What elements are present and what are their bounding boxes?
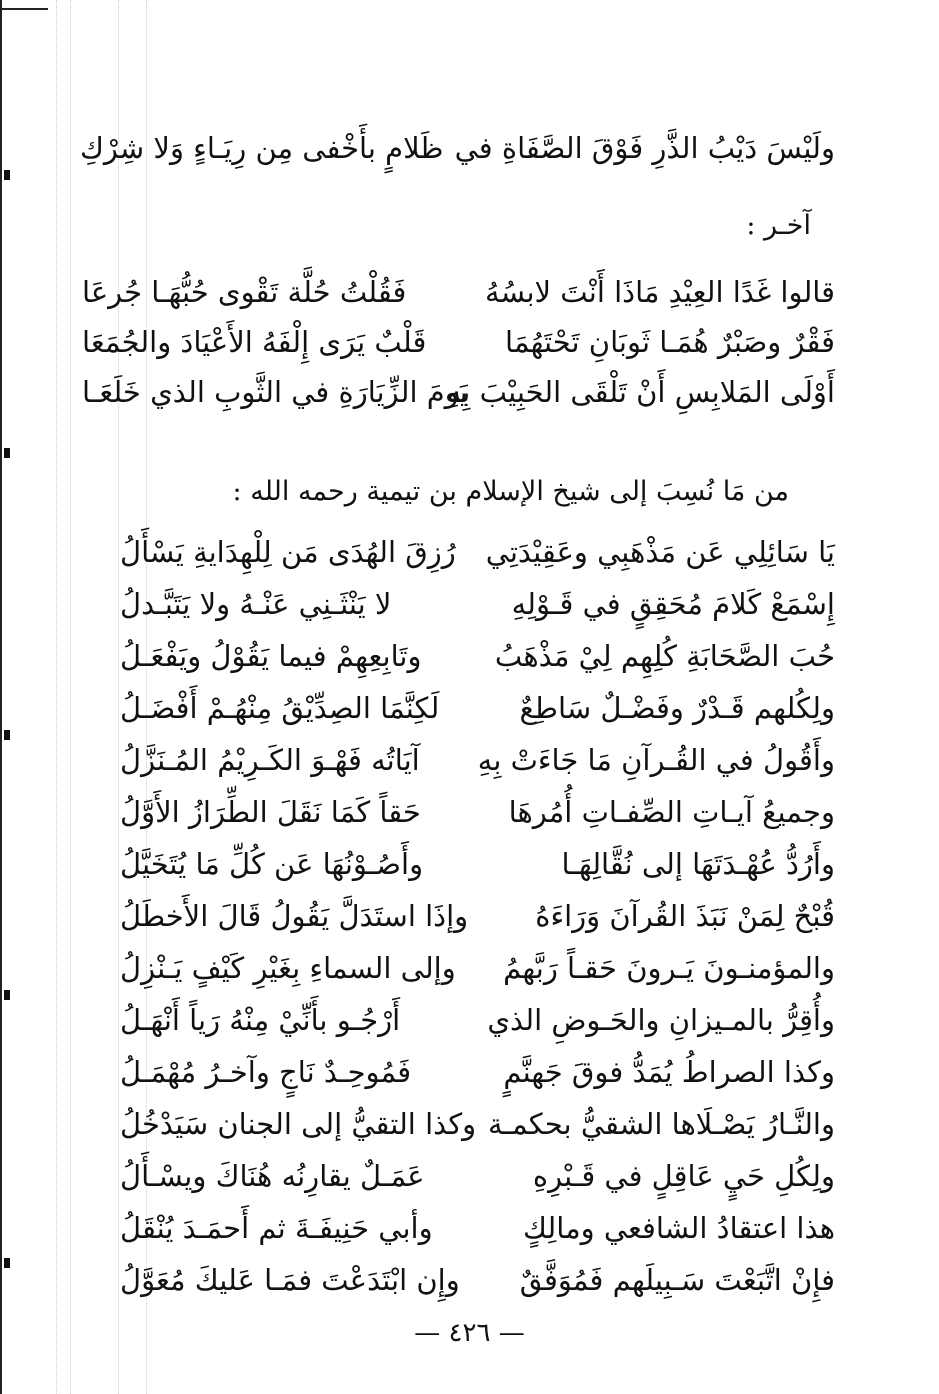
couplet: [120, 688, 835, 728]
scan-margin-mark: [4, 990, 10, 1000]
couplet: [120, 844, 835, 884]
first-hemistich: أَوْلَى المَلابِسِ أَنْ تَلْقَى الحَبِيْبَ بِهِ: [446, 375, 835, 409]
second-hemistich: حَقاً كَمَا نَقَلَ الطِّرَازُ الأَوَّلُ: [120, 795, 421, 829]
first-hemistich: قُبْحٌ لِمَنْ نَبَذَ القُرآنَ وَرَاءَهُ: [535, 899, 835, 933]
second-hemistich: لَكِنَّمَا الصِدِّيْقُ مِنْهُـمْ أَفْضَـلُ: [120, 691, 440, 725]
second-hemistich: أَرْجُـو بأَنِّيْ مِنْهُ رَياً أَنْهَـلُ: [120, 1003, 401, 1037]
couplet: [120, 948, 835, 988]
first-hemistich: وأُقِرُّ بالمـيزانِ والحَـوضِ الذي: [487, 1003, 835, 1037]
couplet: [120, 1104, 835, 1144]
first-hemistich: والنَّـارُ يَصْـلَاها الشقيُّ بحكمـة: [487, 1107, 835, 1141]
first-hemistich: يَا سَائِلِي عَن مَذْهَبِي وعَقِيْدَتِي: [485, 535, 835, 569]
second-hemistich: لا يَنْثَـنِي عَنْـهُ ولا يَتَبَّـدلُ: [120, 587, 392, 621]
scan-guide-line: [118, 0, 119, 1394]
couplet: [82, 372, 835, 412]
first-hemistich: فَقْرٌ وصَبْرٌ هُمَـا ثَوبَانِ تَحْتَهُمَا: [505, 325, 835, 359]
scan-margin-mark: [4, 1258, 10, 1268]
first-hemistich: والمؤمنـونَ يَـرونَ حَقـاً رَبَّهمُ: [503, 951, 835, 985]
first-hemistich: وأَرُدُّ عُهْـدَتَهَا إلى نُقَّالِهَـا: [561, 847, 835, 881]
section-heading: آخـر :: [746, 210, 811, 241]
second-hemistich: وإِن ابْتَدَعْتَ فمَـا عَليكَ مُعَوَّلُ: [120, 1263, 460, 1297]
second-hemistich: قَلْبٌ يَرَى إِلْفَهُ الأَعْيَادَ والجُمَعَا: [82, 325, 427, 359]
first-hemistich: هذا اعتقادُ الشافعي ومالِكٍ: [522, 1211, 835, 1245]
couplet: [120, 1208, 835, 1248]
couplet: [120, 532, 835, 572]
couplet: [120, 792, 835, 832]
couplet: [120, 636, 835, 676]
couplet: [120, 896, 835, 936]
second-hemistich: ظَلامٍ بأَخْفى مِن رِيَـاءٍ وَلا شِرْكِ: [80, 131, 444, 165]
couplet: [120, 1260, 835, 1300]
second-hemistich: وإلى السماءِ بِغَيْرِ كَيْفٍ يَـنْزِلُ: [120, 951, 456, 985]
couplet: [82, 322, 835, 362]
second-hemistich: وتَابِعِهِمْ فيما يَقُوْلُ ويَفْعَـلُ: [120, 639, 422, 673]
first-hemistich: وجميعُ آيـاتِ الصِّفـاتِ أُمُرهَا: [508, 795, 835, 829]
first-hemistich: قالوا غَدًا العِيْدِ مَاذَا أَنْتَ لابسُهُ: [485, 275, 835, 309]
second-hemistich: وكذا التقيُّ إلى الجنان سَيَدْخُلُ: [120, 1107, 477, 1141]
couplet: [120, 584, 835, 624]
second-hemistich: رُزِقَ الهُدَى مَن لِلْهِدَايةِ يَسْأَلُ: [120, 535, 456, 569]
first-hemistich: وكذا الصراطُ يُمَدُّ فوقَ جَهنَّمٍ: [503, 1055, 835, 1089]
couplet: [120, 1052, 835, 1092]
scan-guide-line: [70, 0, 71, 1394]
second-hemistich: فَقُلْتُ حُلَّة تَقْوى حُبُّهَـا جُرعَا: [82, 275, 407, 309]
scan-frame-left: [0, 0, 2, 1394]
first-hemistich: حُبَ الصَّحَابَةِ كُلِهِم لِيْ مَذْهَبُ: [494, 639, 835, 673]
scan-guide-line: [56, 0, 57, 1394]
second-hemistich: فَمُوحِـدٌ نَاجٍ وآخـرُ مُهْمَـلُ: [120, 1055, 412, 1089]
first-hemistich: ولِكُلِ حَيٍ عَاقِلٍ في قَـبْرِهِ: [532, 1159, 835, 1193]
page-number: — ٤٢٦ —: [414, 1318, 525, 1348]
second-hemistich: وأَصُـوْنُهَا عَن كُلِّ مَا يُتَخَيَّلُ: [120, 847, 424, 881]
scan-margin-mark: [4, 730, 10, 740]
second-hemistich: وإذَا استَدَلَّ يَقُولُ قَالَ الأَخطَلُ: [120, 899, 469, 933]
second-hemistich: يَومَ الزِّيَارَةِ في الثَّوبِ الذي خَلَعَـا: [82, 375, 468, 409]
first-hemistich: إِسْمَعْ كَلامَ مُحَقِقٍ في قَـوْلِهِ: [511, 587, 835, 621]
couplet: [120, 1156, 835, 1196]
couplet: [80, 128, 835, 168]
first-hemistich: ولَيْسَ دَيْبُ الذَّرِ فَوْقَ الصَّفَاةِ في: [454, 131, 835, 165]
first-hemistich: وأَقُولُ في القُـرآنِ مَا جَاءَتْ بِهِ: [477, 743, 835, 777]
scan-margin-mark: [4, 170, 10, 180]
couplet: [82, 272, 835, 312]
couplet: [120, 740, 835, 780]
second-hemistich: وأبي حَنِيفَـةَ ثم أَحمَـدَ يُنْقَلُ: [120, 1211, 433, 1245]
first-hemistich: ولِكُلهم قَـدْرٌ وفَضْـلٌ سَاطِعٌ: [519, 691, 835, 725]
scan-frame-top: [0, 8, 48, 10]
second-hemistich: عَمَـلٌ يقارِنُه هُنَاكَ ويسْـأَلُ: [120, 1159, 425, 1193]
section-heading: من مَا نُسِبَ إلى شيخ الإسلام بن تيمية رحمه الله :: [232, 476, 789, 507]
second-hemistich: آيَاتُه فَهْـوَ الكَـرِيْمُ المُـنَزَّلُ: [120, 743, 420, 777]
scan-margin-mark: [4, 448, 10, 458]
first-hemistich: فإِنْ اتَّبَعْتَ سَـبِيلَهم فَمُوَفَّقٌ: [519, 1263, 835, 1297]
couplet: [120, 1000, 835, 1040]
